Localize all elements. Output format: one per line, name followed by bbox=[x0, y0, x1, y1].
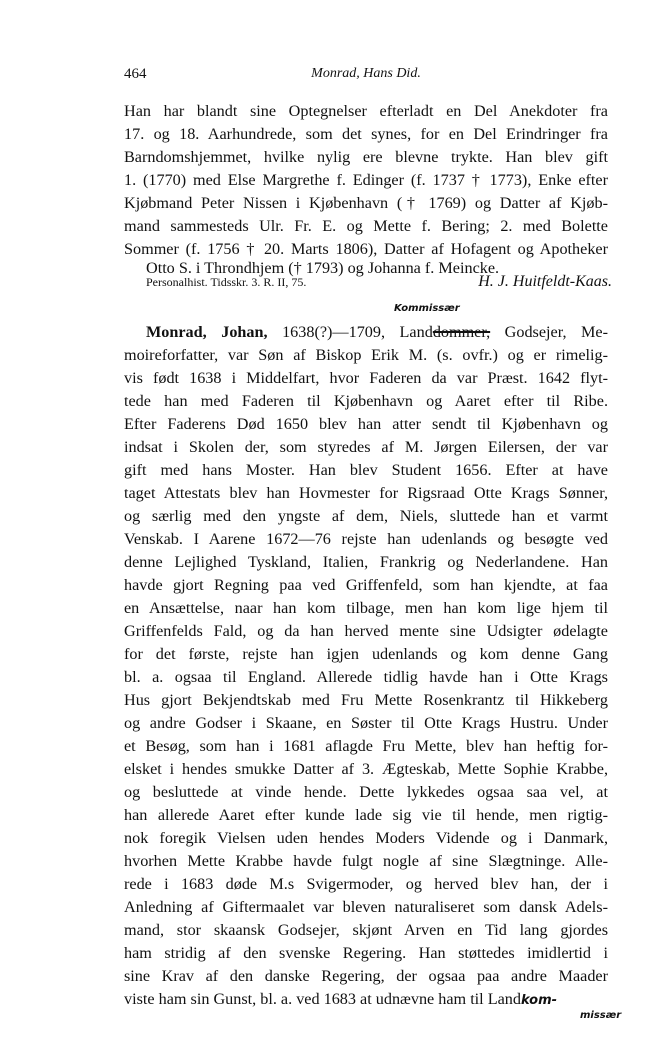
text-line: bl. a. ogsaa til England. Allerede tidlig havde han i Otte Krags bbox=[124, 668, 608, 686]
text-line: Han har blandt sine Optegnelser efterladt en Del Anekdoter fra bbox=[124, 102, 608, 120]
text-span: Godsejer, Me- bbox=[504, 323, 608, 341]
text-line: havde gjort Regning paa ved Griffenfeld, som han kjendte, at faa bbox=[124, 576, 608, 594]
text-line: Kjøbmand Peter Nissen i Kjøbenhavn († 1769) og Datter af Kjøb- bbox=[124, 194, 608, 212]
text-line: og andre Godser i Skaane, en Søster til Otte Krags Hustru. Under bbox=[124, 714, 608, 732]
text-line: taget Attestats blev han Hovmester for Rigsraad Otte Krags Sønner, bbox=[124, 484, 608, 502]
text-line: han allerede Aaret efter kunde lade sig vie til hende, men rigtig- bbox=[124, 806, 608, 824]
text-span: viste ham sin Gunst, bl. a. ved 1683 at udnævne ham til Land bbox=[124, 990, 521, 1008]
text-line: Anledning af Giftermaalet var bleven naturaliseret som dansk Adels- bbox=[124, 898, 608, 916]
text-line: et Besøg, som han i 1681 aflagde Fru Mette, blev han heftig for- bbox=[124, 737, 608, 755]
text-line: for det første, rejste han igjen udenlands og kom denne Gang bbox=[124, 645, 608, 663]
text-line: Otto S. i Throndhjem († 1793) og Johanna f. Meincke. bbox=[146, 259, 500, 277]
text-line: nok foregik Vielsen uden hendes Moders Vidende og i Danmark, bbox=[124, 829, 608, 847]
headword: Monrad, Johan, bbox=[146, 323, 268, 341]
struck-word: dommer, bbox=[432, 323, 491, 341]
text-line: og særlig med den yngste af dem, Niels, sluttede han et varmt bbox=[124, 507, 608, 525]
text-span: 1638(?)—1709, Land bbox=[282, 323, 433, 341]
text-line: elsket i hendes smukke Datter af 3. Ægteskab, Mette Sophie Krabbe, bbox=[124, 760, 608, 778]
source-citation: Personalhist. Tidsskr. 3. R. II, 75. bbox=[146, 275, 307, 289]
text-line: tede han med Faderen til Kjøbenhavn og Aaret efter til Ribe. bbox=[124, 392, 608, 410]
text-line: moireforfatter, var Søn af Biskop Erik M. (s. ovfr.) og er rimelig- bbox=[124, 346, 608, 364]
text-line: sine Krav af den danske Regering, der ogsaa paa andre Maader bbox=[124, 967, 608, 985]
text-line: 1. (1770) med Else Margrethe f. Edinger (f. 1737 † 1773), Enke efter bbox=[124, 171, 608, 189]
text-line: Sommer (f. 1756 † 20. Marts 1806), Datter af Hofagent og Apotheker bbox=[124, 240, 608, 258]
text-line: ham stridig af den svenske Regering. Han støttedes imidlertid i bbox=[124, 944, 608, 962]
text-line: Hus gjort Bekjendtskab med Fru Mette Rosenkrantz til Hikkeberg bbox=[124, 691, 608, 709]
text-line: Venskab. I Aarene 1672—76 rejste han udenlands og besøgte ved bbox=[124, 530, 608, 548]
text-line: hvorhen Mette Krabbe havde fulgt nogle af sine Slægtninge. Alle- bbox=[124, 852, 608, 870]
text-line: 17. og 18. Aarhundrede, som det synes, for en Del Erindringer fra bbox=[124, 125, 608, 143]
text-line: mand sammesteds Ulr. Fr. E. og Mette f. Bering; 2. med Bolette bbox=[124, 217, 608, 235]
text-line: denne Lejlighed Tyskland, Italien, Frankrig og Nederlandene. Han bbox=[124, 553, 608, 571]
page-header bbox=[124, 66, 608, 90]
text-line bbox=[124, 989, 608, 1011]
handwritten-annotation: kom- bbox=[521, 993, 558, 1008]
entry-first-line bbox=[146, 322, 608, 342]
text-line: mand, stor skaansk Godsejer, skjønt Arven en Tid lang gjordes bbox=[124, 921, 608, 939]
text-line: og besluttede at vinde hende. Dette lykkedes ogsaa saa vel, at bbox=[124, 783, 608, 801]
page-number: 464 bbox=[124, 66, 147, 82]
text-line: Efter Faderens Død 1650 blev han atter sendt til Kjøbenhavn og bbox=[124, 415, 608, 433]
text-line: Griffenfelds Fald, og da han herved mente sine Udsigter ødelagte bbox=[124, 622, 608, 640]
text-line: indsat i Skolen der, som styredes af M. Jørgen Eilersen, der var bbox=[124, 438, 608, 456]
handwritten-annotation: missær bbox=[580, 1010, 622, 1021]
running-title: Monrad, Hans Did. bbox=[311, 66, 421, 81]
author-signature: H. J. Huitfeldt-Kaas. bbox=[478, 273, 612, 290]
text-line: rede i 1683 døde M.s Svigermoder, og herved blev han, der i bbox=[124, 875, 608, 893]
text-line: en Ansættelse, naar han kom tilbage, men han kom lige hjem til bbox=[124, 599, 608, 617]
text-line: gift med hans Moster. Han blev Student 1656. Efter at have bbox=[124, 461, 608, 479]
text-line: Barndomshjemmet, hvilke nylig ere blevne trykte. Han blev gift bbox=[124, 148, 608, 166]
handwritten-annotation: Kommissær bbox=[394, 303, 460, 314]
text-line: vis født 1638 i Middelfart, hvor Faderen da var Præst. 1642 flyt- bbox=[124, 369, 608, 387]
